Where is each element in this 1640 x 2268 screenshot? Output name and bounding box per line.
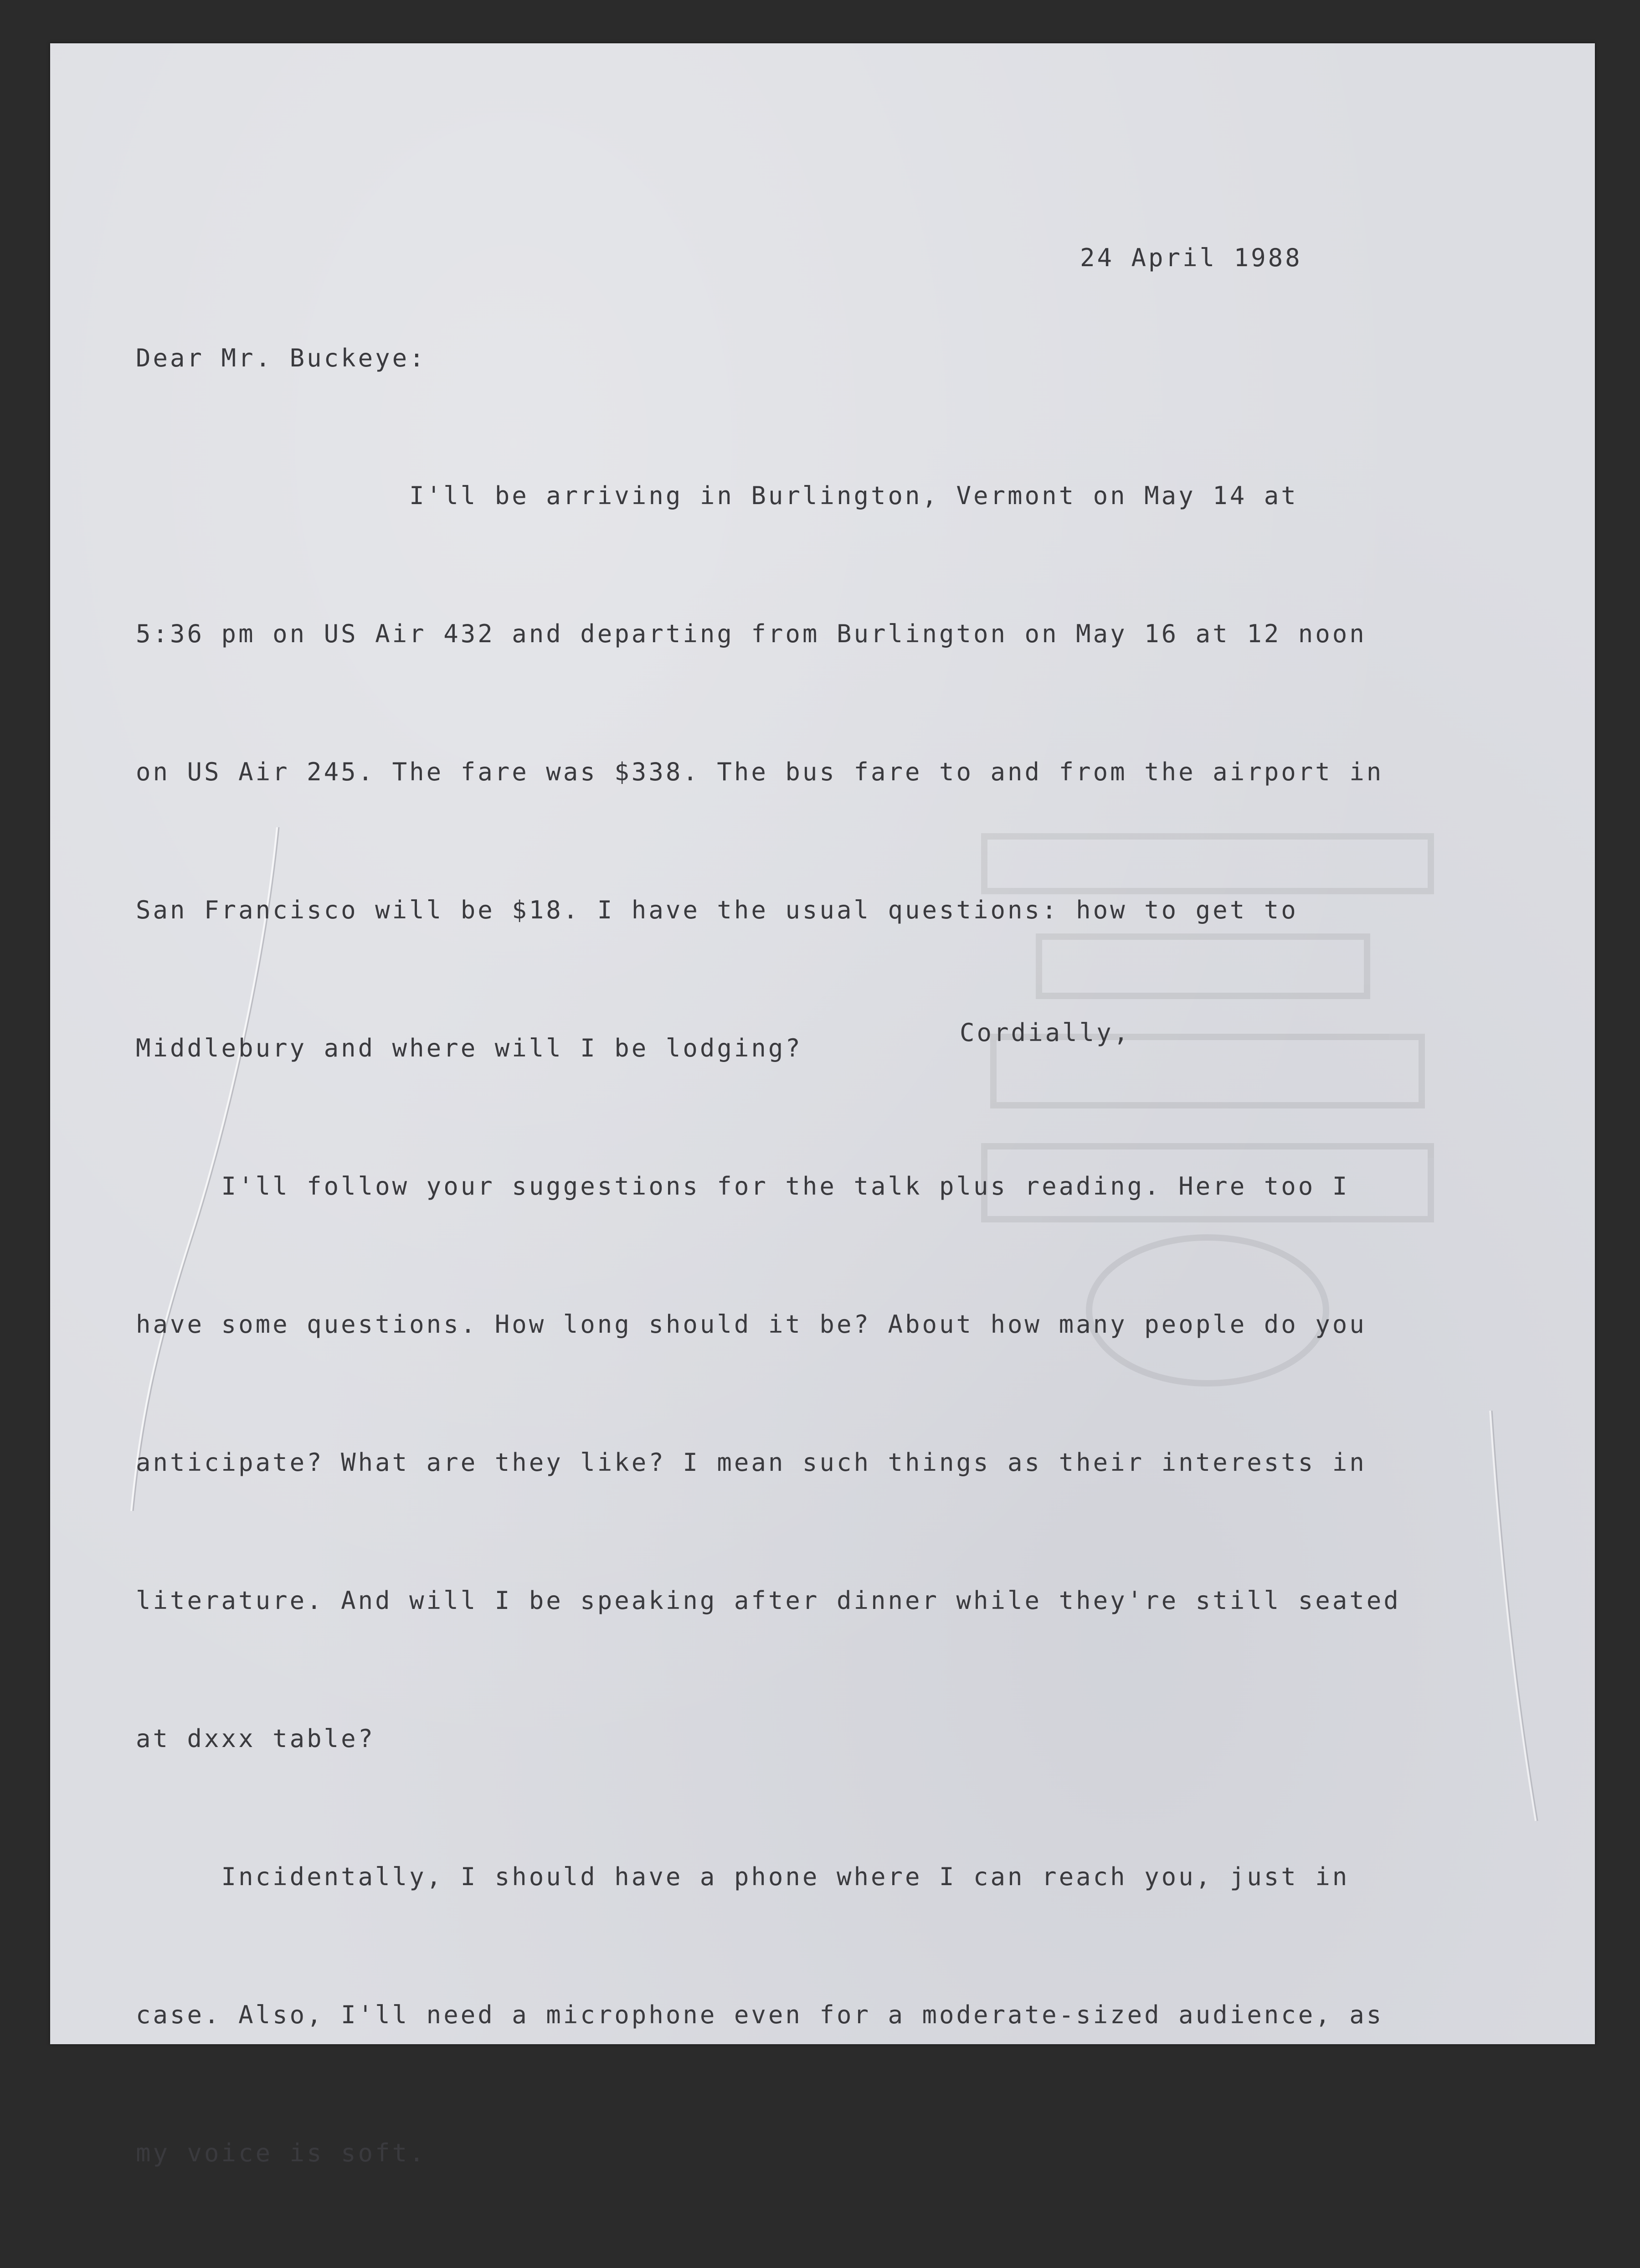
body-line: Incidentally, I should have a phone where I can reach you, just in [136,1862,1350,1891]
body-line: I'll be arriving in Burlington, Vermont on May 14 at [136,481,1298,510]
body-line: literature. And will I be speaking after dinner while they're still seated [136,1586,1401,1615]
letter-body [136,381,1401,2268]
body-line: I'll follow your suggestions for the talk plus reading. Here too I [136,1172,1350,1201]
body-line: my voice is soft. [136,2139,427,2167]
paper-crease-right [1486,1411,1540,1821]
body-line: case. Also, I'll need a microphone even for a moderate-sized audience, as [136,2000,1384,2029]
body-line: anticipate? What are they like? I mean such things as their interests in [136,1448,1367,1477]
body-line: at dxxx table? [136,1724,375,1753]
letter-date: 24 April 1988 [1080,243,1302,272]
body-line: San Francisco will be $18. I have the usual questions: how to get to [136,896,1298,924]
body-line: Middlebury and where will I be lodging? [136,1034,802,1062]
letter-closing: Cordially, [960,1018,1131,1047]
body-line: on US Air 245. The fare was $338. The bus fare to and from the airport in [136,758,1384,786]
letter-salutation: Dear Mr. Buckeye: [136,344,427,372]
body-line: have some questions. How long should it be? About how many people do you [136,1310,1367,1339]
body-line: 5:36 pm on US Air 432 and departing from Burlington on May 16 at 12 noon [136,619,1367,648]
letter-page [50,43,1595,2167]
